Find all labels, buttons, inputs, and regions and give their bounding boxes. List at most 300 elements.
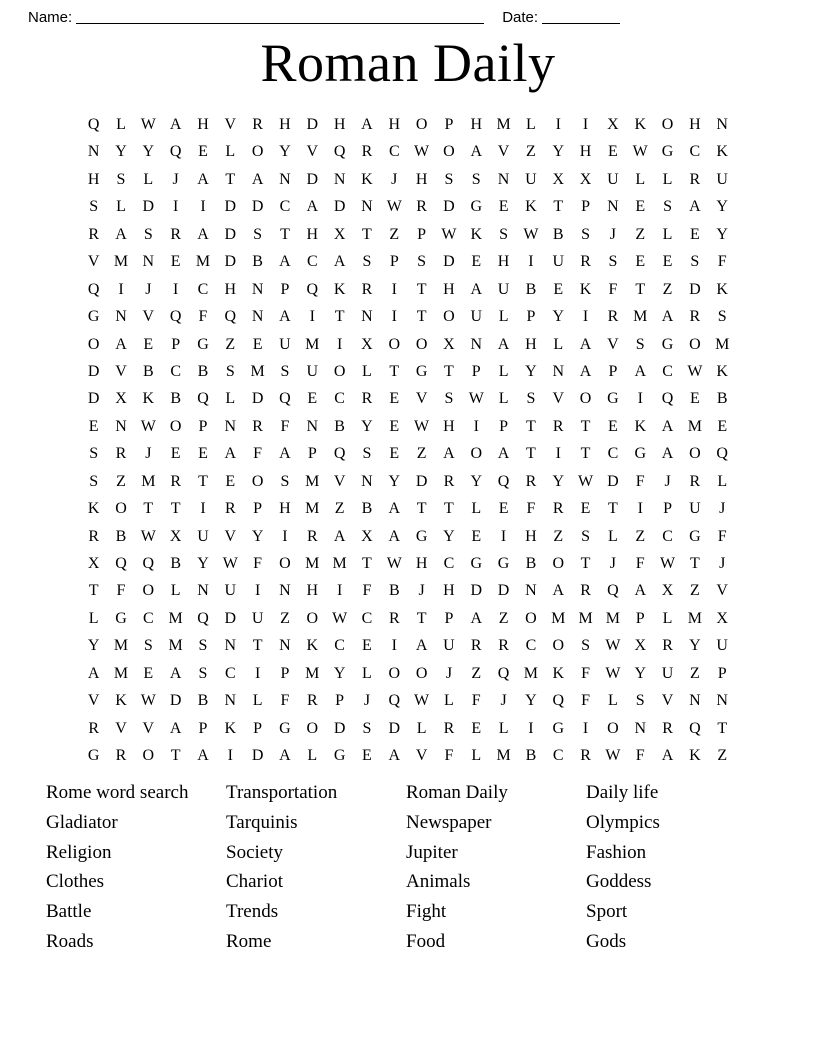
grid-cell[interactable]: A — [169, 116, 182, 133]
grid-cell[interactable]: Z — [334, 500, 345, 518]
grid-cell[interactable]: N — [251, 308, 264, 326]
grid-cell[interactable]: Y — [525, 692, 537, 710]
grid-cell[interactable]: I — [227, 747, 233, 765]
grid-cell[interactable]: D — [607, 472, 619, 490]
grid-cell[interactable]: R — [607, 308, 619, 326]
grid-cell[interactable]: K — [579, 280, 592, 298]
grid-cell[interactable]: J — [172, 170, 179, 188]
grid-cell[interactable]: W — [414, 417, 430, 435]
grid-cell[interactable]: F — [608, 280, 618, 298]
grid-cell[interactable]: W — [414, 692, 430, 710]
grid-cell[interactable]: T — [389, 362, 400, 380]
grid-cell[interactable]: S — [143, 637, 153, 655]
grid-cell[interactable]: Q — [87, 116, 100, 133]
word-list-item[interactable]: Chariot — [226, 871, 283, 893]
grid-cell[interactable]: S — [581, 225, 591, 243]
word-list-item[interactable]: Fight — [406, 901, 447, 923]
grid-cell[interactable]: Q — [197, 390, 209, 408]
grid-cell[interactable]: U — [497, 280, 510, 298]
grid-cell[interactable]: L — [498, 362, 509, 380]
grid-cell[interactable]: T — [252, 637, 263, 655]
grid-cell[interactable]: K — [142, 390, 155, 408]
grid-cell[interactable]: S — [444, 390, 454, 408]
grid-cell[interactable]: N — [361, 472, 373, 490]
grid-cell[interactable]: U — [607, 170, 619, 188]
grid-cell[interactable]: G — [415, 362, 428, 380]
grid-cell[interactable]: W — [386, 198, 402, 216]
grid-cell[interactable]: X — [361, 335, 373, 353]
grid-cell[interactable]: E — [307, 390, 318, 408]
grid-cell[interactable]: S — [280, 362, 290, 380]
grid-cell[interactable]: T — [88, 582, 99, 600]
grid-cell[interactable]: A — [415, 637, 428, 655]
grid-cell[interactable]: L — [635, 170, 646, 188]
grid-cell[interactable]: A — [661, 445, 674, 463]
grid-cell[interactable]: C — [607, 445, 619, 463]
grid-cell[interactable]: S — [253, 225, 263, 243]
grid-cell[interactable]: U — [661, 664, 674, 682]
grid-cell[interactable]: A — [306, 198, 319, 216]
grid-cell[interactable]: N — [306, 417, 319, 435]
grid-cell[interactable]: N — [689, 692, 701, 710]
grid-cell[interactable]: B — [525, 280, 537, 298]
grid-cell[interactable]: Z — [280, 609, 290, 627]
grid-cell[interactable]: D — [443, 253, 455, 271]
word-list-item[interactable]: Gods — [586, 930, 627, 952]
word-list-item[interactable]: Religion — [46, 841, 112, 863]
grid-cell[interactable]: L — [444, 692, 454, 710]
grid-cell[interactable]: W — [332, 609, 348, 627]
grid-cell[interactable]: A — [279, 253, 291, 271]
grid-cell[interactable]: A — [388, 500, 401, 518]
grid-cell[interactable]: T — [526, 445, 536, 463]
grid-cell[interactable]: A — [388, 527, 401, 545]
grid-cell[interactable]: P — [526, 308, 536, 326]
grid-cell[interactable]: H — [388, 116, 401, 133]
grid-cell[interactable]: G — [689, 527, 701, 545]
grid-cell[interactable]: Y — [470, 472, 483, 490]
grid-cell[interactable]: O — [443, 308, 455, 326]
grid-cell[interactable]: O — [470, 445, 483, 463]
grid-cell[interactable]: A — [333, 253, 346, 271]
grid-cell[interactable]: I — [254, 582, 261, 600]
grid-cell[interactable]: O — [552, 555, 565, 572]
grid-cell[interactable]: N — [224, 637, 237, 655]
grid-cell[interactable]: V — [142, 719, 155, 737]
grid-cell[interactable]: W — [605, 637, 621, 655]
word-search-grid[interactable] — [80, 111, 736, 770]
grid-cell[interactable]: V — [415, 390, 428, 408]
grid-cell[interactable]: A — [470, 143, 483, 161]
grid-cell[interactable]: M — [168, 637, 183, 655]
grid-cell[interactable]: F — [198, 308, 208, 326]
grid-cell[interactable]: R — [252, 417, 263, 435]
grid-cell[interactable]: D — [224, 609, 237, 627]
grid-cell[interactable]: N — [361, 198, 373, 216]
grid-cell[interactable]: Q — [607, 582, 619, 600]
grid-cell[interactable]: M — [633, 308, 648, 326]
grid-cell[interactable]: T — [170, 500, 181, 518]
word-list-item[interactable]: Trends — [226, 901, 279, 923]
grid-cell[interactable]: O — [579, 390, 592, 408]
grid-cell[interactable]: D — [443, 198, 455, 216]
grid-cell[interactable]: Z — [471, 664, 482, 682]
grid-cell[interactable]: G — [661, 335, 674, 353]
grid-cell[interactable]: I — [528, 719, 534, 737]
grid-cell[interactable]: R — [470, 637, 482, 655]
grid-cell[interactable]: T — [416, 500, 427, 518]
grid-cell[interactable]: L — [170, 582, 181, 600]
grid-cell[interactable]: P — [471, 362, 481, 380]
grid-cell[interactable]: H — [87, 170, 100, 188]
grid-cell[interactable]: S — [663, 198, 672, 216]
grid-cell[interactable]: H — [333, 116, 346, 133]
grid-cell[interactable]: M — [305, 472, 320, 490]
grid-cell[interactable]: V — [87, 692, 100, 710]
grid-cell[interactable]: V — [115, 719, 127, 737]
grid-cell[interactable]: O — [142, 582, 155, 600]
grid-cell[interactable]: E — [198, 143, 208, 161]
grid-cell[interactable]: Y — [552, 472, 565, 490]
grid-cell[interactable]: S — [499, 225, 509, 243]
grid-cell[interactable]: G — [607, 390, 619, 408]
grid-cell[interactable]: X — [716, 609, 728, 627]
grid-cell[interactable]: D — [388, 719, 401, 737]
grid-cell[interactable]: T — [580, 445, 591, 463]
grid-cell[interactable]: V — [306, 143, 319, 161]
grid-cell[interactable]: N — [279, 582, 291, 600]
grid-cell[interactable]: W — [441, 225, 457, 243]
grid-cell[interactable]: T — [362, 225, 372, 243]
grid-cell[interactable]: F — [471, 692, 481, 710]
grid-cell[interactable]: Q — [689, 719, 701, 737]
grid-cell[interactable]: I — [582, 308, 589, 326]
grid-cell[interactable]: Q — [497, 472, 510, 490]
grid-cell[interactable]: S — [581, 527, 591, 545]
grid-cell[interactable]: D — [251, 747, 264, 765]
grid-cell[interactable]: J — [609, 555, 617, 572]
grid-cell[interactable]: T — [198, 472, 208, 490]
grid-cell[interactable]: H — [224, 280, 237, 298]
grid-cell[interactable]: N — [716, 692, 728, 710]
grid-cell[interactable]: A — [689, 198, 701, 216]
grid-cell[interactable]: V — [661, 692, 674, 710]
grid-cell[interactable]: B — [170, 555, 181, 572]
grid-cell[interactable]: K — [634, 417, 646, 435]
word-list-item[interactable]: Olympics — [586, 811, 660, 833]
grid-cell[interactable]: Q — [224, 308, 237, 326]
grid-cell[interactable]: A — [661, 747, 674, 765]
grid-cell[interactable]: O — [525, 609, 537, 627]
name-write-in-line[interactable] — [76, 11, 484, 24]
grid-cell[interactable]: S — [526, 390, 536, 408]
grid-cell[interactable]: O — [251, 143, 264, 161]
grid-cell[interactable]: W — [140, 116, 156, 133]
grid-cell[interactable]: H — [279, 500, 291, 518]
grid-cell[interactable]: D — [251, 198, 264, 216]
grid-cell[interactable]: E — [362, 637, 372, 655]
grid-cell[interactable]: L — [553, 335, 564, 353]
grid-cell[interactable]: Y — [552, 308, 565, 326]
grid-cell[interactable]: Y — [689, 637, 701, 655]
grid-cell[interactable]: Q — [497, 664, 510, 682]
grid-cell[interactable]: Y — [634, 664, 646, 682]
grid-cell[interactable]: E — [635, 253, 646, 271]
grid-cell[interactable]: X — [333, 225, 346, 243]
grid-cell[interactable]: E — [88, 417, 99, 435]
grid-cell[interactable]: B — [388, 582, 400, 600]
grid-cell[interactable]: U — [251, 609, 264, 627]
grid-cell[interactable]: F — [635, 747, 645, 765]
word-list-item[interactable]: Rome — [226, 930, 272, 952]
grid-cell[interactable]: G — [197, 335, 209, 353]
grid-cell[interactable]: K — [333, 280, 346, 298]
grid-cell[interactable]: X — [634, 637, 646, 655]
grid-cell[interactable]: M — [332, 555, 347, 572]
word-list-item[interactable]: Animals — [406, 871, 471, 893]
grid-cell[interactable]: J — [445, 664, 453, 682]
grid-cell[interactable]: A — [169, 664, 182, 682]
grid-cell[interactable]: J — [418, 582, 425, 600]
grid-cell[interactable]: L — [116, 198, 126, 216]
grid-cell[interactable]: L — [88, 609, 99, 627]
grid-cell[interactable]: A — [443, 445, 455, 463]
grid-cell[interactable]: A — [552, 582, 565, 600]
grid-cell[interactable]: L — [362, 362, 372, 380]
grid-cell[interactable]: K — [361, 170, 373, 188]
grid-cell[interactable]: R — [306, 527, 318, 545]
grid-cell[interactable]: T — [608, 500, 618, 518]
grid-cell[interactable]: I — [172, 198, 179, 216]
grid-cell[interactable]: U — [689, 500, 701, 518]
grid-cell[interactable]: T — [689, 555, 700, 572]
grid-cell[interactable]: L — [608, 527, 618, 545]
grid-cell[interactable]: R — [170, 472, 181, 490]
grid-cell[interactable]: C — [689, 143, 701, 161]
grid-cell[interactable]: Q — [306, 280, 319, 298]
grid-cell[interactable]: E — [143, 664, 154, 682]
grid-cell[interactable]: R — [224, 500, 236, 518]
grid-cell[interactable]: T — [580, 417, 591, 435]
grid-cell[interactable]: F — [280, 692, 290, 710]
grid-cell[interactable]: R — [306, 692, 318, 710]
grid-cell[interactable]: H — [415, 555, 428, 572]
grid-cell[interactable]: G — [552, 719, 565, 737]
grid-cell[interactable]: E — [498, 500, 509, 518]
grid-cell[interactable]: K — [634, 116, 646, 133]
grid-cell[interactable]: C — [552, 747, 564, 765]
grid-cell[interactable]: S — [89, 445, 99, 463]
grid-cell[interactable]: L — [307, 747, 318, 765]
grid-cell[interactable]: N — [87, 143, 100, 161]
grid-cell[interactable]: V — [142, 308, 155, 326]
grid-cell[interactable]: T — [416, 308, 427, 326]
grid-cell[interactable]: T — [526, 417, 536, 435]
grid-cell[interactable]: I — [254, 664, 261, 682]
grid-cell[interactable]: R — [170, 225, 181, 243]
grid-cell[interactable]: X — [115, 390, 127, 408]
grid-cell[interactable]: E — [252, 335, 263, 353]
grid-cell[interactable]: P — [499, 417, 509, 435]
grid-cell[interactable]: L — [225, 390, 236, 408]
grid-cell[interactable]: P — [253, 719, 263, 737]
word-list-item[interactable]: Society — [226, 841, 283, 863]
grid-cell[interactable]: Y — [716, 198, 728, 216]
grid-cell[interactable]: R — [88, 225, 99, 243]
grid-cell[interactable]: N — [634, 719, 646, 737]
grid-cell[interactable]: G — [634, 445, 646, 463]
grid-cell[interactable]: E — [608, 143, 618, 161]
grid-cell[interactable]: O — [689, 335, 701, 353]
grid-cell[interactable]: W — [687, 362, 703, 380]
grid-cell[interactable]: P — [608, 362, 618, 380]
grid-cell[interactable]: I — [118, 280, 124, 298]
grid-cell[interactable]: P — [280, 280, 290, 298]
grid-cell[interactable]: D — [333, 719, 346, 737]
grid-cell[interactable]: A — [388, 747, 401, 765]
grid-cell[interactable]: I — [391, 308, 397, 326]
grid-cell[interactable]: R — [525, 472, 537, 490]
grid-cell[interactable]: T — [717, 719, 728, 737]
grid-cell[interactable]: P — [717, 664, 727, 682]
word-list-item[interactable]: Clothes — [46, 871, 105, 893]
grid-cell[interactable]: B — [552, 225, 564, 243]
word-list-item[interactable]: Gladiator — [46, 811, 118, 833]
grid-cell[interactable]: L — [143, 170, 154, 188]
grid-cell[interactable]: C — [525, 637, 537, 655]
grid-cell[interactable]: P — [663, 500, 672, 518]
grid-cell[interactable]: D — [251, 390, 264, 408]
grid-cell[interactable]: P — [198, 719, 208, 737]
grid-cell[interactable]: Y — [142, 143, 155, 161]
grid-cell[interactable]: O — [415, 335, 428, 353]
grid-cell[interactable]: Z — [553, 527, 564, 545]
grid-cell[interactable]: M — [687, 417, 702, 435]
grid-cell[interactable]: G — [115, 609, 127, 627]
grid-cell[interactable]: Q — [142, 555, 155, 572]
grid-cell[interactable]: L — [717, 472, 728, 490]
grid-cell[interactable]: Q — [197, 609, 209, 627]
grid-cell[interactable]: M — [113, 637, 129, 655]
grid-cell[interactable]: N — [470, 335, 483, 353]
grid-cell[interactable]: F — [253, 555, 263, 572]
grid-cell[interactable]: Z — [526, 143, 536, 161]
grid-cell[interactable]: G — [415, 527, 428, 545]
grid-cell[interactable]: R — [689, 472, 701, 490]
grid-cell[interactable]: X — [169, 527, 182, 545]
grid-cell[interactable]: G — [470, 198, 483, 216]
grid-cell[interactable]: I — [473, 417, 479, 435]
grid-cell[interactable]: L — [225, 143, 236, 161]
grid-cell[interactable]: T — [143, 500, 154, 518]
grid-cell[interactable]: O — [689, 445, 701, 463]
grid-cell[interactable]: J — [145, 445, 152, 463]
grid-cell[interactable]: I — [555, 116, 561, 133]
grid-cell[interactable]: A — [497, 445, 510, 463]
grid-cell[interactable]: A — [361, 116, 373, 133]
grid-cell[interactable]: D — [306, 116, 319, 133]
grid-cell[interactable]: H — [306, 225, 319, 243]
grid-cell[interactable]: S — [89, 472, 99, 490]
grid-cell[interactable]: J — [391, 170, 398, 188]
grid-cell[interactable]: R — [580, 582, 591, 600]
word-list-item[interactable]: Transportation — [226, 782, 338, 803]
grid-cell[interactable]: P — [253, 500, 263, 518]
grid-cell[interactable]: V — [224, 116, 237, 133]
grid-cell[interactable]: B — [115, 527, 127, 545]
grid-cell[interactable]: Q — [552, 692, 565, 710]
grid-cell[interactable]: V — [607, 335, 619, 353]
grid-cell[interactable]: A — [197, 747, 209, 765]
grid-cell[interactable]: T — [225, 170, 236, 188]
grid-cell[interactable]: E — [389, 445, 400, 463]
grid-cell[interactable]: O — [415, 116, 428, 133]
grid-cell[interactable]: S — [444, 170, 454, 188]
grid-cell[interactable]: O — [279, 555, 291, 572]
grid-cell[interactable]: B — [716, 390, 728, 408]
grid-cell[interactable]: P — [444, 116, 454, 133]
grid-cell[interactable]: L — [608, 692, 618, 710]
grid-cell[interactable]: O — [87, 335, 100, 353]
grid-cell[interactable]: S — [198, 664, 208, 682]
grid-cell[interactable]: Z — [635, 225, 646, 243]
grid-cell[interactable]: R — [361, 390, 373, 408]
grid-cell[interactable]: Q — [279, 390, 291, 408]
grid-cell[interactable]: B — [525, 747, 537, 765]
grid-cell[interactable]: P — [581, 198, 591, 216]
grid-cell[interactable]: H — [689, 116, 701, 133]
grid-cell[interactable]: O — [607, 719, 619, 737]
grid-cell[interactable]: U — [443, 637, 455, 655]
grid-cell[interactable]: W — [140, 527, 156, 545]
grid-cell[interactable]: E — [170, 445, 181, 463]
grid-cell[interactable]: S — [690, 253, 700, 271]
grid-cell[interactable]: A — [279, 747, 291, 765]
grid-cell[interactable]: Z — [662, 280, 673, 298]
grid-cell[interactable]: F — [717, 253, 727, 271]
grid-cell[interactable]: Z — [689, 582, 700, 600]
grid-cell[interactable]: D — [142, 198, 155, 216]
grid-cell[interactable]: R — [580, 253, 591, 271]
grid-cell[interactable]: V — [87, 253, 100, 271]
grid-cell[interactable]: Y — [716, 225, 728, 243]
grid-cell[interactable]: E — [143, 335, 154, 353]
grid-cell[interactable]: W — [660, 555, 676, 572]
grid-cell[interactable]: O — [251, 472, 264, 490]
grid-cell[interactable]: D — [224, 198, 237, 216]
grid-cell[interactable]: W — [632, 143, 648, 161]
grid-cell[interactable]: K — [552, 664, 565, 682]
grid-cell[interactable]: R — [416, 198, 427, 216]
grid-cell[interactable]: P — [444, 609, 454, 627]
grid-cell[interactable]: T — [444, 500, 454, 518]
grid-cell[interactable]: S — [717, 308, 727, 326]
grid-cell[interactable]: Z — [389, 225, 400, 243]
date-write-in-line[interactable] — [542, 11, 620, 24]
grid-cell[interactable]: Y — [115, 143, 127, 161]
grid-cell[interactable]: M — [168, 609, 183, 627]
grid-cell[interactable]: S — [116, 170, 126, 188]
grid-cell[interactable]: A — [224, 445, 237, 463]
grid-cell[interactable]: S — [635, 692, 645, 710]
word-list-item[interactable]: Sport — [586, 901, 628, 923]
grid-cell[interactable]: J — [363, 692, 371, 710]
grid-cell[interactable]: M — [305, 555, 320, 572]
grid-cell[interactable]: A — [279, 445, 291, 463]
grid-cell[interactable]: M — [578, 609, 593, 627]
grid-cell[interactable]: N — [279, 637, 291, 655]
grid-cell[interactable]: G — [333, 747, 346, 765]
